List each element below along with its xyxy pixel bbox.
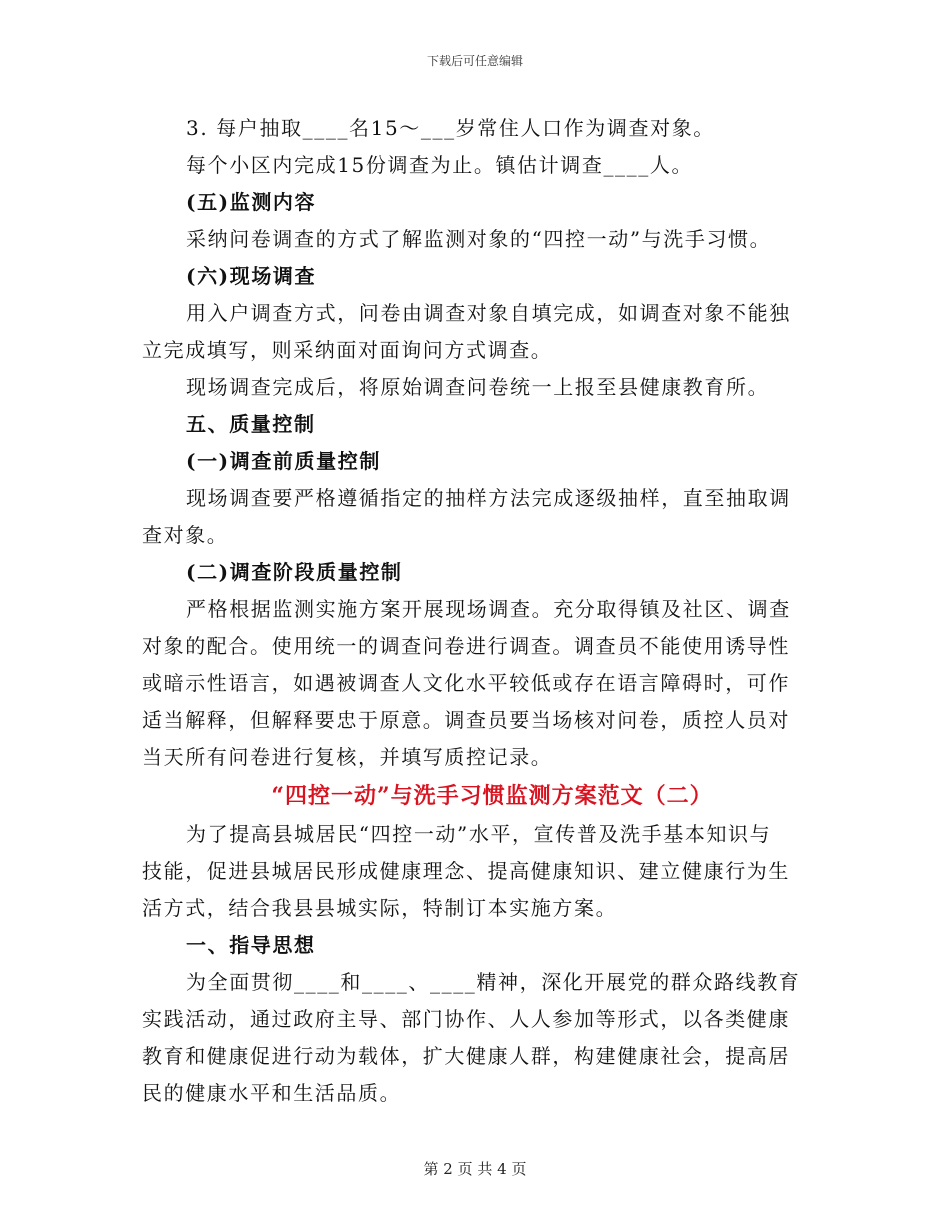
paragraph-line: 立完成填写，则采纳面对面询问方式调查。 xyxy=(142,338,553,362)
section-heading: 五、质量控制 xyxy=(186,412,316,436)
document-title: “四控一动”与洗手习惯监测方案范文（二） xyxy=(271,783,713,809)
paragraph-line: 当天所有问卷进行复核，并填写质控记录。 xyxy=(142,745,553,769)
section-heading: (五)监测内容 xyxy=(186,190,317,214)
paragraph-line: 采纳问卷调查的方式了解监测对象的“四控一动”与洗手习惯。 xyxy=(186,227,772,251)
paragraph-line: 每个小区内完成15份调查为止。镇估计调查____人。 xyxy=(186,153,694,177)
paragraph-line: 查对象。 xyxy=(142,523,229,547)
page-header: 下载后可任意编辑 xyxy=(426,54,523,68)
paragraph-line: 或暗示性语言，如遇被调查人文化水平较低或存在语言障碍时，可作 xyxy=(142,671,790,695)
paragraph-line: 民的健康水平和生活品质。 xyxy=(142,1081,402,1105)
paragraph-line: 现场调查要严格遵循指定的抽样方法完成逐级抽样，直至抽取调 xyxy=(186,486,791,510)
paragraph-line: 为了提高县城居民“四控一动”水平，宣传普及洗手基本知识与 xyxy=(186,822,772,846)
paragraph-line: 活方式，结合我县县城实际，特制订本实施方案。 xyxy=(142,896,618,920)
paragraph-line: 适当解释，但解释要忠于原意。调查员要当场核对问卷，质控人员对 xyxy=(142,708,790,732)
paragraph-line: 对象的配合。使用统一的调查问卷进行调查。调查员不能使用诱导性 xyxy=(142,634,790,658)
paragraph-line: 现场调查完成后，将原始调查问卷统一上报至县健康教育所。 xyxy=(186,375,770,399)
paragraph-line: 技能，促进县城居民形成健康理念、提高健康知识、建立健康行为生 xyxy=(142,859,790,883)
document-body xyxy=(142,110,802,1112)
paragraph-line: 教育和健康促进行动为载体，扩大健康人群，构建健康社会，提高居 xyxy=(142,1044,790,1068)
paragraph-line: 用入户调查方式，问卷由调查对象自填完成，如调查对象不能独 xyxy=(186,301,791,325)
section-heading: (六)现场调查 xyxy=(186,264,317,288)
page-number: 第 2 页 共 4 页 xyxy=(423,1160,527,1178)
section-heading: (一)调查前质量控制 xyxy=(186,449,381,473)
section-heading: (二)调查阶段质量控制 xyxy=(186,560,403,584)
paragraph-line: 严格根据监测实施方案开展现场调查。充分取得镇及社区、调查 xyxy=(186,597,791,621)
paragraph-line: 为全面贯彻____和____、____精神，深化开展党的群众路线教育 xyxy=(186,970,801,994)
paragraph-line: 实践活动，通过政府主导、部门协作、人人参加等形式，以各类健康 xyxy=(142,1007,790,1031)
section-heading: 一、指导思想 xyxy=(186,933,316,957)
paragraph-line: 3. 每户抽取____名15～___岁常住人口作为调查对象。 xyxy=(186,116,715,140)
